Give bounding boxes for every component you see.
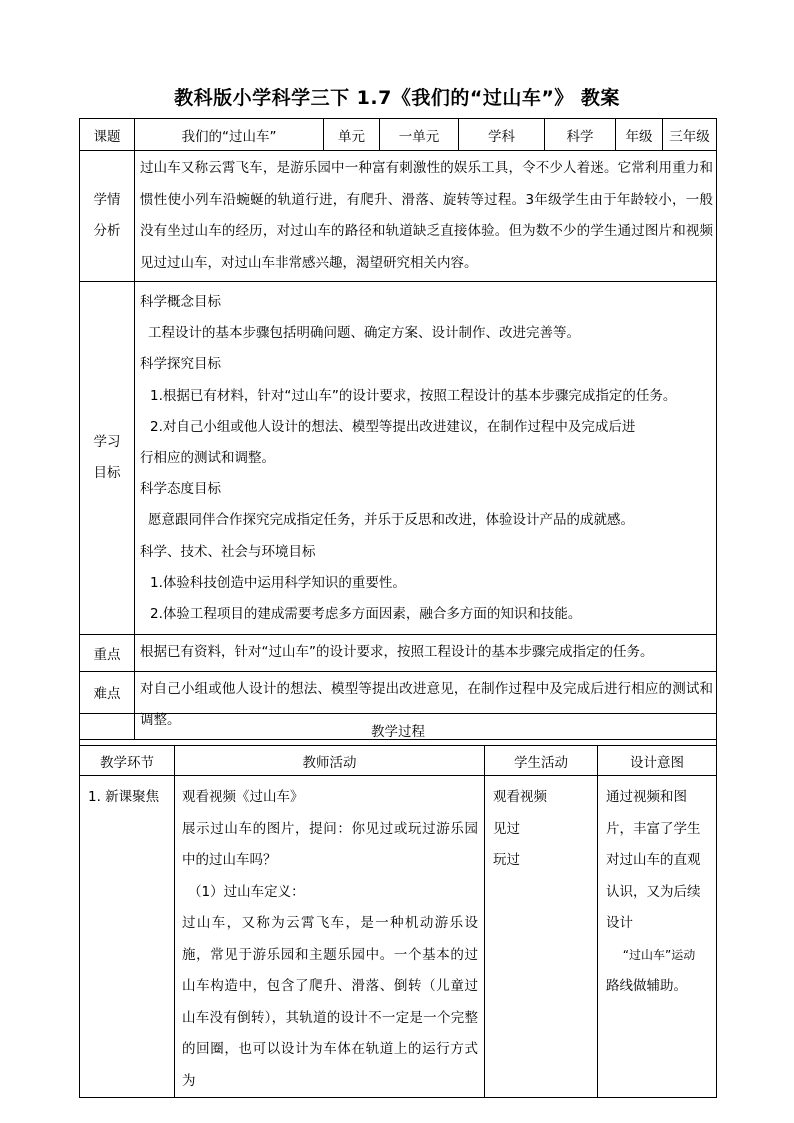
teaching-process-table — [79, 713, 717, 1098]
intent-text: 路线做辅助。 — [606, 978, 687, 994]
difficulty-label: 难点 — [80, 671, 135, 739]
student-line: 观看视频 — [493, 789, 547, 805]
grade-label: 年级 — [616, 119, 663, 151]
topic-label: 课题 — [80, 119, 135, 151]
teacher-line: 观看视频《过山车》 — [182, 789, 304, 805]
analysis-text: 过山车又称云霄飞车，是游乐园中一种富有刺激性的娱乐工具，令不少人着迷。它常利用重力和惯性使小列车沿蜿蜒的轨道行进，有爬升、滑落、旋转等过程。3年级学生由于年龄较小，一般没有坐过山车的经历，对过山车的路径和轨道缺乏直接体验。但为数不少的学生通过图片和视频见过过山车，对过山车非常感兴趣，渴望研究相关内容。 — [135, 151, 717, 282]
column-header-student: 学生活动 — [485, 746, 598, 776]
lesson-info-table — [79, 118, 717, 740]
goal-heading-inquiry: 科学探究目标 — [140, 356, 221, 373]
student-line: 见过 — [493, 820, 520, 837]
student-line: 玩过 — [493, 852, 520, 868]
intent-text: 通过视频和图片，丰富了学生对过山车的直观认识，又为后续设计 — [606, 789, 701, 931]
student-activity-cell — [485, 776, 598, 1098]
design-intent-cell — [598, 776, 717, 1098]
header-row — [80, 119, 717, 151]
analysis-row — [80, 151, 717, 282]
intent-text: “过山车”运动 — [622, 947, 696, 962]
subject-label: 学科 — [459, 119, 545, 151]
analysis-label-line-1: 学情 — [93, 191, 121, 208]
column-header-teacher: 教师活动 — [175, 746, 485, 776]
process-title-row — [80, 714, 717, 746]
process-header-row — [80, 746, 717, 776]
topic-value: 我们的“过山车” — [135, 119, 324, 151]
goals-label-line-1: 学习 — [93, 433, 121, 450]
teacher-line: （1）过山车定义： — [188, 883, 305, 900]
subject-value: 科学 — [545, 119, 616, 151]
key-point-label: 重点 — [80, 635, 135, 672]
goal-line: 1.根据已有材料，针对“过山车”的设计要求，按照工程设计的基本步骤完成指定的任务。 — [150, 387, 677, 404]
column-header-stage: 教学环节 — [80, 746, 175, 776]
goal-heading-concept: 科学概念目标 — [140, 294, 221, 310]
key-point-row — [80, 635, 717, 672]
teacher-line: 过山车，又称为云霄飞车，是一种机动游乐设施，常见于游乐园和主题乐园中。一个基本的过山车构造中，包含了爬升、滑落、倒转（儿童过山车没有倒转），其轨道的设计不一定是一个完整的回圈，也可以设计为车体在轨道上的运行方式为 — [182, 915, 478, 1089]
page-title: 教科版小学科学三下 1.7《我们的“过山车”》 教案 — [174, 87, 620, 109]
goal-line: 2.对自己小组或他人设计的想法、模型等提出改进建议，在制作过程中及完成后进 — [150, 418, 636, 435]
goals-row — [80, 282, 717, 635]
goal-line: 愿意跟同伴合作探究完成指定任务，并乐于反思和改进，体验设计产品的成就感。 — [148, 512, 634, 529]
column-header-intent: 设计意图 — [598, 746, 717, 776]
goal-line: 行相应的测试和调整。 — [140, 450, 275, 467]
stage-cell: 1. 新课聚焦 — [80, 776, 175, 1098]
teacher-line: 展示过山车的图片，提问：你见过或玩过游乐园中的过山车吗？ — [182, 820, 478, 868]
unit-value: 一单元 — [380, 119, 459, 151]
goal-heading-sts: 科学、技术、社会与环境目标 — [140, 543, 316, 560]
teacher-activity-cell — [175, 776, 485, 1098]
analysis-label — [80, 151, 135, 282]
difficulty-text: 对自己小组或他人设计的想法、模型等提出改进意见，在制作过程中及完成后进行相应的测试和调整。 — [135, 671, 717, 739]
key-point-text: 根据已有资料，针对“过山车”的设计要求，按照工程设计的基本步骤完成指定的任务。 — [135, 635, 717, 672]
goals-label-line-2: 目标 — [93, 465, 121, 482]
grade-value: 三年级 — [663, 119, 717, 151]
goal-line: 1.体验科技创造中运用科学知识的重要性。 — [150, 574, 406, 591]
goal-heading-attitude: 科学态度目标 — [140, 481, 221, 498]
goal-line: 2.体验工程项目的建成需要考虑多方面因素，融合多方面的知识和技能。 — [150, 606, 582, 623]
unit-label: 单元 — [324, 119, 380, 151]
analysis-label-line-2: 分析 — [93, 223, 121, 239]
process-title: 教学过程 — [80, 714, 717, 746]
goals-content — [135, 282, 717, 635]
goal-line: 工程设计的基本步骤包括明确问题、确定方案、设计制作、改进完善等。 — [148, 325, 580, 342]
process-row — [80, 776, 717, 1098]
goals-label — [80, 282, 135, 635]
